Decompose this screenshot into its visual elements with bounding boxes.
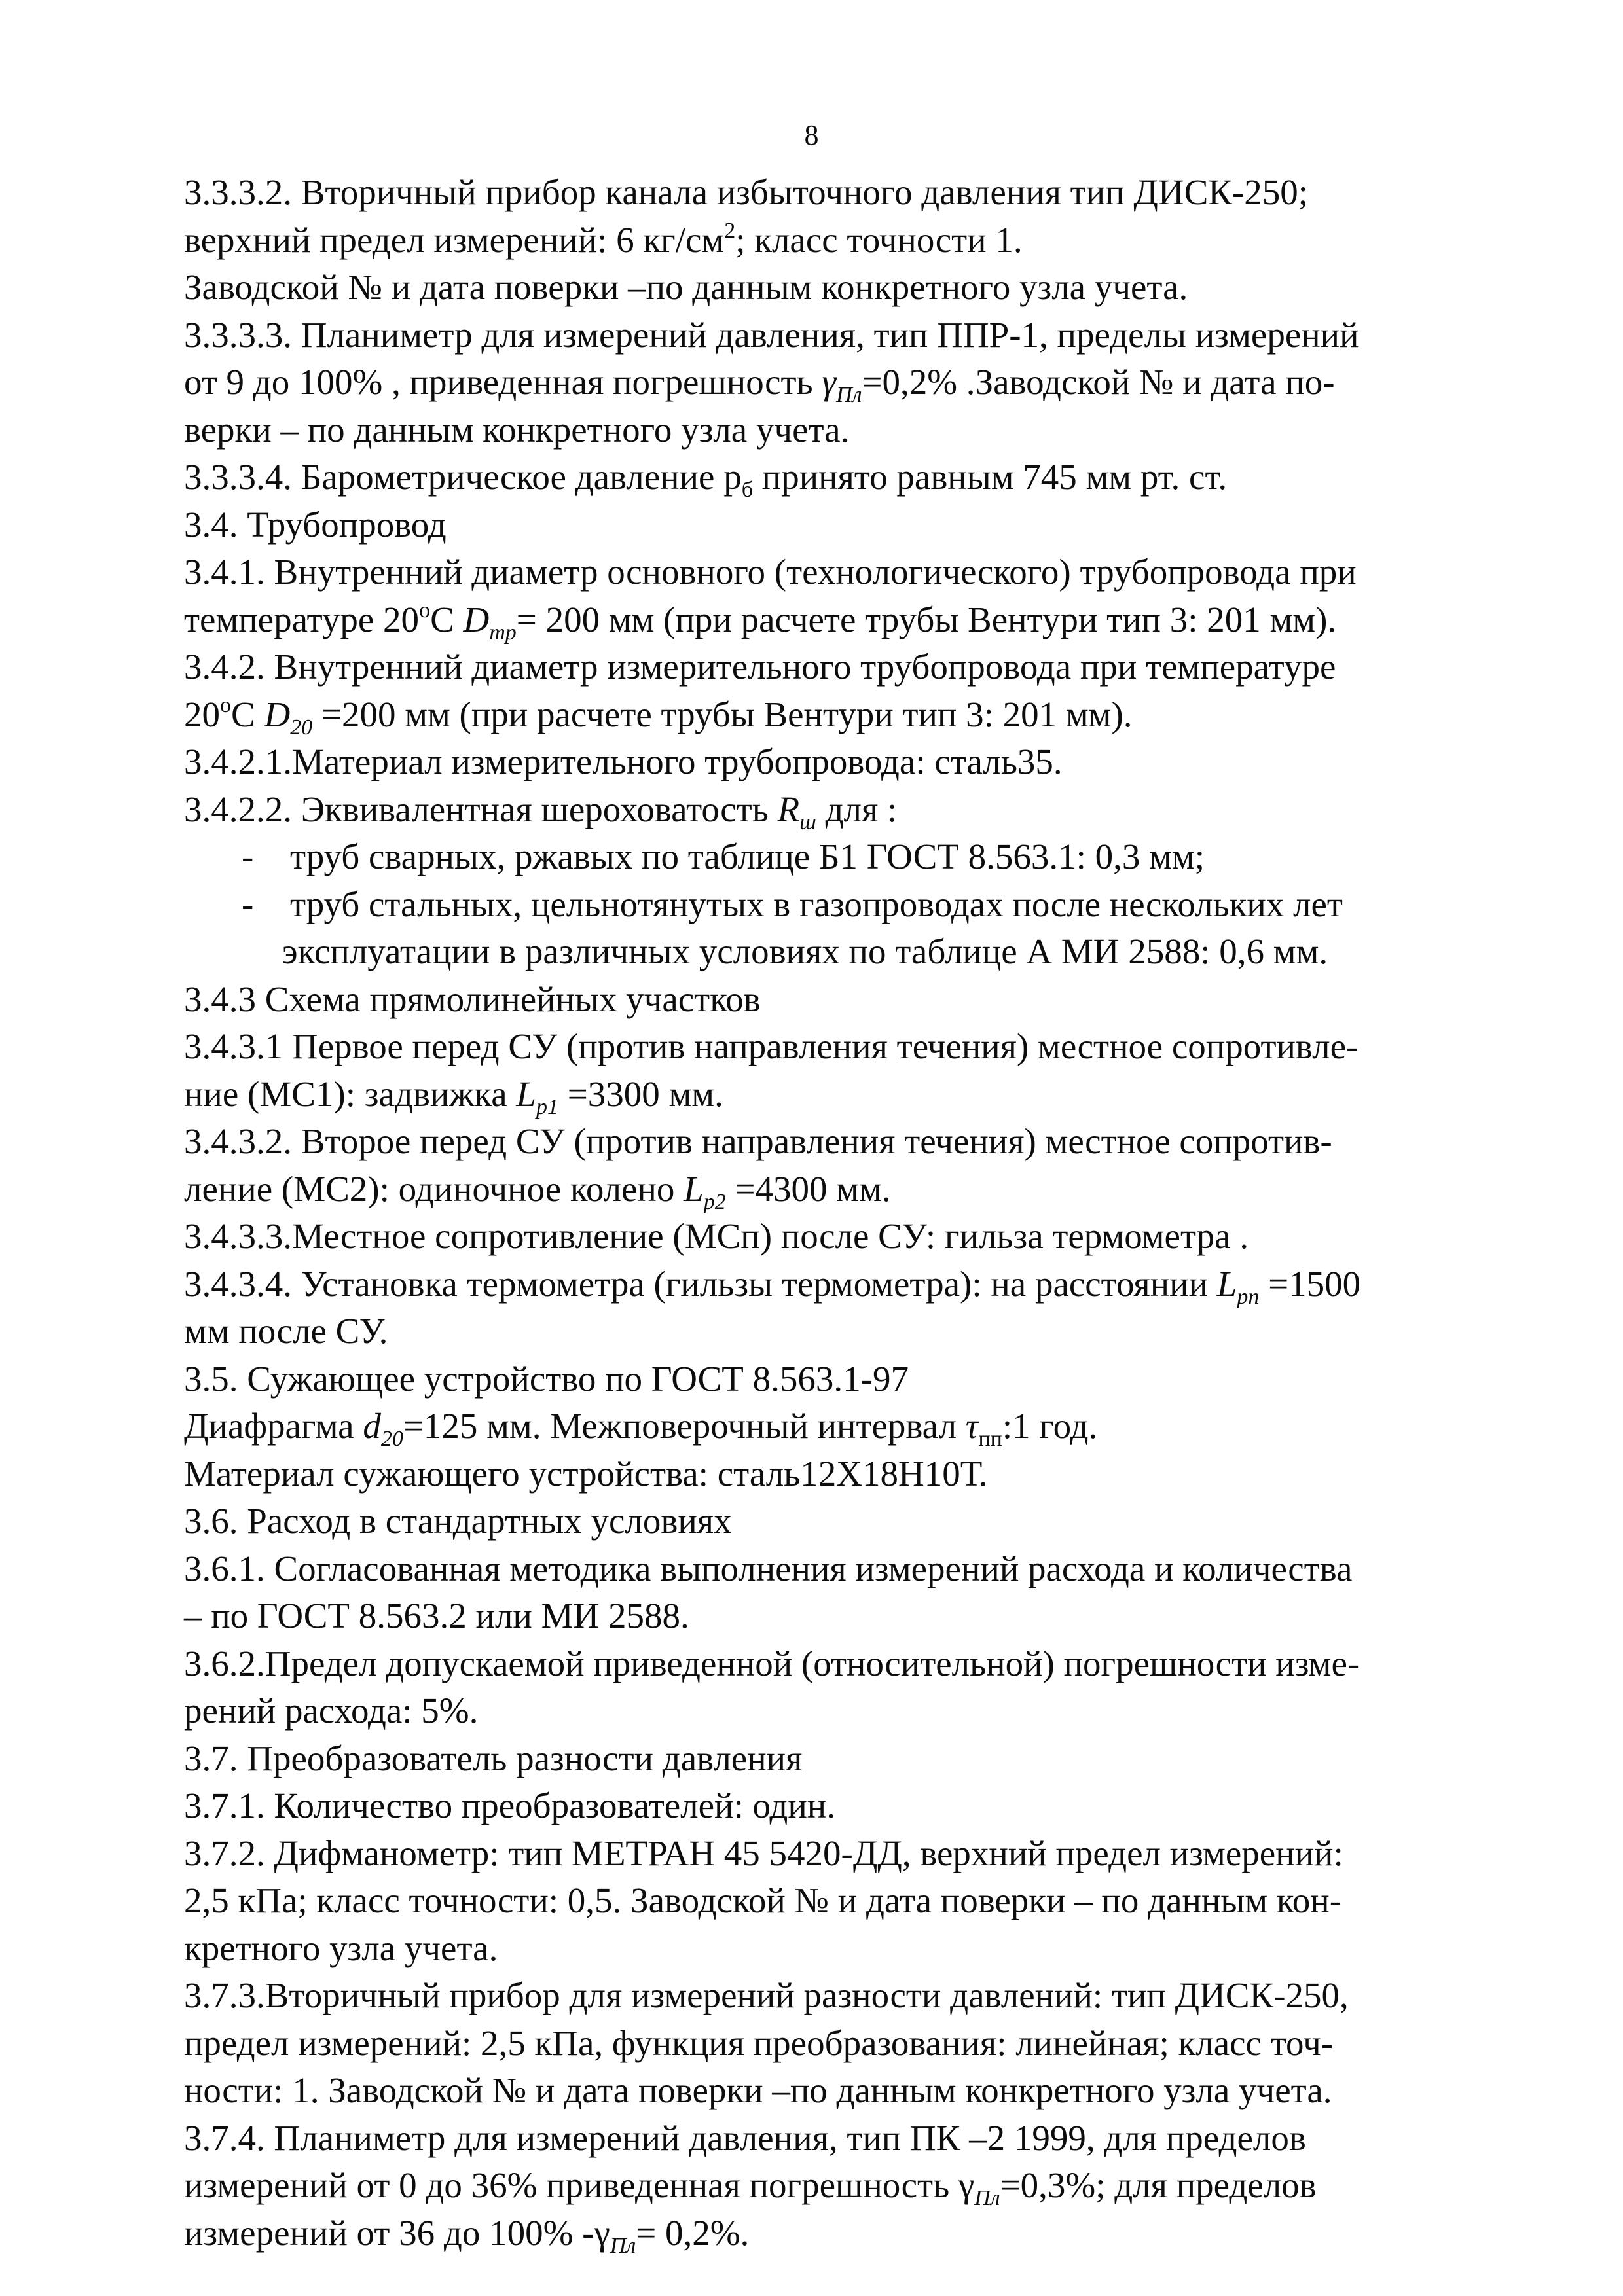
text-line: [184, 1925, 1467, 1973]
text-line: [184, 359, 1467, 406]
text-run: предел измерений: 2,5 кПа, функция преобразования: линейная; класс точ-: [184, 2022, 1334, 2063]
text-run: Диафрагма: [184, 1406, 363, 1446]
text-run: 3.3.3.2. Вторичный прибор канала избыточного давления тип ДИСК-250;: [184, 172, 1309, 212]
page-number: 8: [804, 119, 819, 151]
text-run: рений расхода: 5%.: [184, 1691, 479, 1731]
text-run: =125 мм. Межповерочный интервал: [403, 1406, 966, 1446]
text-run: ние (МС1): задвижка: [184, 1073, 517, 1114]
text-run: 3.4.3.2. Второе перед СУ (против направления течения) местное сопротив-: [184, 1121, 1332, 1161]
text-run: верки – по данным конкретного узла учета.: [184, 409, 850, 450]
superscript: o: [220, 692, 231, 717]
subscript: Пл: [836, 383, 862, 407]
math-symbol: d: [363, 1406, 381, 1446]
text-line: [184, 1592, 1467, 1640]
text-line: [184, 1355, 1467, 1403]
math-symbol: L: [684, 1168, 704, 1209]
math-symbol: R: [777, 789, 800, 829]
math-symbol: L: [516, 1073, 536, 1114]
text-run: =0,2% .Заводской № и дата по-: [862, 362, 1335, 402]
text-run: 3.4.3 Схема прямолинейных участков: [184, 978, 761, 1019]
text-line: [184, 1308, 1467, 1355]
text-line: [184, 596, 1467, 644]
text-run: С: [430, 599, 464, 639]
text-run: ление (МС2): одиночное колено: [184, 1168, 684, 1209]
text-line: [184, 928, 1467, 976]
text-run: = 200 мм (при расчете трубы Вентури тип 3: 201 мм).: [516, 599, 1337, 639]
text-line: [184, 1213, 1467, 1261]
text-line: [184, 1023, 1467, 1071]
text-run: 3.4.2.1.Материал измерительного трубопровода: сталь35.: [184, 742, 1063, 781]
text-line: [184, 2115, 1467, 2162]
subscript: пп: [978, 1427, 1002, 1451]
text-run: труб сварных, ржавых по таблице Б1 ГОСТ 8.563.1: 0,3 мм;: [290, 836, 1205, 876]
text-run: 3.3.3.3. Планиметр для измерений давления, тип ППР-1, пределы измерений: [184, 314, 1359, 355]
text-line: [184, 1450, 1467, 1498]
text-line: [184, 1498, 1467, 1545]
math-symbol: τ: [965, 1406, 979, 1446]
text-run: 3.7. Преобразователь разности давления: [184, 1738, 803, 1778]
text-line: [184, 312, 1467, 359]
text-line: [184, 169, 1467, 217]
text-run: =4300 мм.: [725, 1168, 891, 1209]
text-line: [184, 2210, 1467, 2257]
math-symbol: γ: [822, 362, 837, 402]
math-symbol: D: [463, 599, 490, 639]
math-symbol: L: [1216, 1263, 1237, 1304]
text-line: [184, 1782, 1467, 1830]
text-run: 3.7.4. Планиметр для измерений давления, тип ПК –2 1999, для пределов: [184, 2117, 1306, 2158]
subscript: ш: [799, 810, 816, 834]
text-run: измерений от 0 до 36% приведенная погрешность γ: [184, 2165, 975, 2205]
text-run: – по ГОСТ 8.563.2 или МИ 2588.: [184, 1596, 689, 1636]
text-line: [184, 786, 1467, 834]
text-line: [184, 1403, 1467, 1450]
text-line: [184, 2067, 1467, 2115]
text-run: труб стальных, цельнотянутых в газопроводах после нескольких лет: [290, 884, 1343, 924]
text-line: [184, 1166, 1467, 1213]
text-run: = 0,2%.: [636, 2212, 750, 2253]
text-line: [184, 1735, 1467, 1783]
text-run: измерений от 36 до 100% -γ: [184, 2212, 610, 2253]
text-run: эксплуатации в различных условиях по таблице А МИ 2588: 0,6 мм.: [282, 931, 1328, 971]
text-run: 3.4.2.2. Эквивалентная шероховатость: [184, 789, 778, 829]
subscript: p1: [536, 1094, 558, 1119]
text-run: =200 мм (при расчете трубы Вентури тип 3: 201 мм).: [312, 694, 1133, 734]
text-run: :1 год.: [1002, 1406, 1098, 1446]
text-line: [184, 1687, 1467, 1735]
text-run: =1500: [1259, 1263, 1361, 1304]
text-line: [184, 881, 1467, 929]
text-run: 3.4.3.3.Местное сопротивление (МСп) после СУ: гильза термометра .: [184, 1216, 1249, 1256]
text-line: [184, 1118, 1467, 1166]
text-run: 3.7.1. Количество преобразователей: один.: [184, 1785, 835, 1825]
text-line: [184, 1877, 1467, 1925]
text-run: =0,3%; для пределов: [1000, 2165, 1317, 2205]
text-run: 3.4.3.4. Установка термометра (гильзы термометра): на расстоянии: [184, 1263, 1217, 1304]
subscript: p2: [703, 1189, 726, 1214]
text-line: [184, 1640, 1467, 1688]
text-run: от 9 до 100% , приведенная погрешность: [184, 362, 822, 402]
text-run: ности: 1. Заводской № и дата поверки –по данным конкретного узла учета.: [184, 2070, 1332, 2110]
text-line: [184, 1545, 1467, 1593]
subscript: Пл: [610, 2233, 636, 2258]
text-run: 2,5 кПа; класс точности: 0,5. Заводской № и дата поверки – по данным кон-: [184, 1880, 1342, 1920]
list-bullet: -: [242, 836, 254, 876]
subscript: 20: [380, 1427, 403, 1451]
text-run: принято равным 745 мм рт. ст.: [753, 457, 1228, 497]
text-line: [184, 1972, 1467, 2020]
text-run: 3.4.2. Внутренний диаметр измерительного трубопровода при температуре: [184, 647, 1336, 687]
text-run: 3.4.1. Внутренний диаметр основного (технологического) трубопровода при: [184, 552, 1357, 592]
text-run: для :: [816, 789, 898, 829]
text-line: [184, 406, 1467, 454]
text-line: [184, 2020, 1467, 2068]
text-run: верхний предел измерений: 6 кг/см: [184, 219, 725, 260]
subscript: тр: [489, 620, 517, 645]
text-line: [184, 1830, 1467, 1878]
text-line: [184, 976, 1467, 1024]
text-run: 3.6. Расход в стандартных условиях: [184, 1501, 732, 1541]
subscript: pn: [1237, 1284, 1260, 1309]
text-run: Заводской № и дата поверки –по данным конкретного узла учета.: [184, 267, 1188, 307]
text-run: 20: [184, 694, 220, 734]
text-run: 3.7.3.Вторичный прибор для измерений разности давлений: тип ДИСК-250,: [184, 1975, 1349, 2015]
text-run: кретного узла учета.: [184, 1928, 498, 1968]
text-line: [184, 2162, 1467, 2210]
text-run: ; класс точности 1.: [735, 219, 1023, 260]
text-run: =3300 мм.: [558, 1073, 723, 1114]
subscript: Пл: [974, 2186, 1000, 2210]
math-symbol: D: [264, 694, 291, 734]
text-line: [184, 454, 1467, 501]
text-line: [184, 738, 1467, 786]
text-run: 3.7.2. Дифманометр: тип МЕТРАН 45 5420-ДД, верхний предел измерений:: [184, 1833, 1343, 1873]
text-run: 3.6.2.Предел допускаемой приведенной (относительной) погрешности изме-: [184, 1643, 1360, 1683]
text-line: [184, 1071, 1467, 1119]
text-line: [184, 1261, 1467, 1308]
list-bullet: -: [242, 884, 254, 924]
text-line: [184, 833, 1467, 881]
superscript: o: [419, 598, 431, 622]
text-line: [184, 691, 1467, 739]
text-run: 3.5. Сужающее устройство по ГОСТ 8.563.1-97: [184, 1358, 909, 1399]
text-run: С: [231, 694, 264, 734]
text-line: [184, 548, 1467, 596]
text-run: 3.4.3.1 Первое перед СУ (против направления течения) местное сопротивле-: [184, 1026, 1359, 1066]
subscript: 20: [290, 715, 313, 740]
document-body: [184, 169, 1467, 2257]
text-run: мм после СУ.: [184, 1311, 388, 1351]
superscript: 2: [724, 218, 736, 243]
text-line: [184, 217, 1467, 264]
text-run: температуре 20: [184, 599, 420, 639]
text-run: 3.4. Трубопровод: [184, 504, 447, 545]
subscript: б: [741, 478, 754, 502]
text-run: Материал сужающего устройства: сталь12Х18Н10Т.: [184, 1453, 988, 1494]
text-line: [184, 264, 1467, 312]
text-line: [184, 501, 1467, 549]
text-line: [184, 643, 1467, 691]
text-run: 3.6.1. Согласованная методика выполнения измерений расхода и количества: [184, 1548, 1353, 1588]
text-run: 3.3.3.4. Барометрическое давление р: [184, 457, 742, 497]
